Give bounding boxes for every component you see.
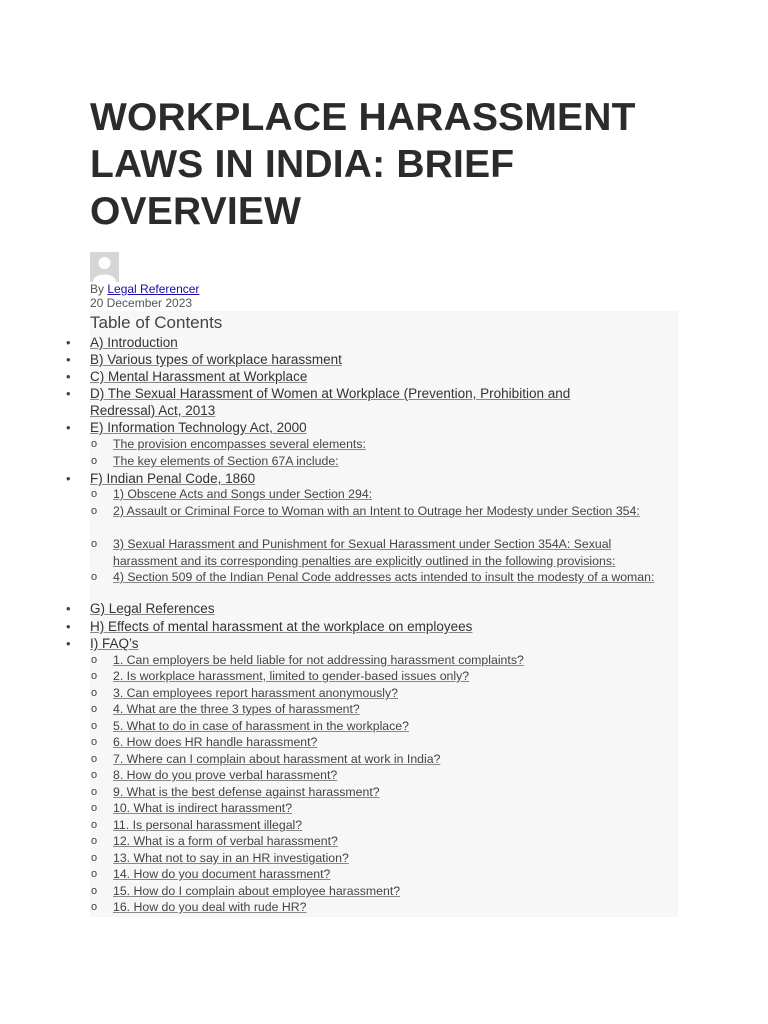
- publish-date: 20 December 2023: [90, 296, 193, 310]
- byline: [90, 282, 199, 296]
- by-label: By: [90, 282, 105, 296]
- toc-link[interactable]: The key elements of Section 67A include:: [113, 454, 339, 468]
- toc-link[interactable]: H) Effects of mental harassment at the workplace on employees: [90, 619, 473, 634]
- toc-link[interactable]: 13. What not to say in an HR investigation?: [113, 851, 349, 865]
- circle-bullet-icon: o: [91, 769, 98, 781]
- bullet-icon: •: [66, 601, 71, 616]
- circle-bullet-icon: o: [91, 835, 98, 847]
- circle-bullet-icon: o: [91, 571, 98, 583]
- toc-link[interactable]: 1. Can employers be held liable for not addressing harassment complaints?: [113, 653, 524, 667]
- toc-link[interactable]: 15. How do I complain about employee harassment?: [113, 884, 401, 898]
- circle-bullet-icon: o: [91, 438, 98, 450]
- bullet-icon: •: [66, 352, 71, 367]
- toc-link[interactable]: 5. What to do in case of harassment in the workplace?: [113, 719, 409, 733]
- bullet-icon: •: [66, 386, 71, 401]
- bullet-icon: •: [66, 420, 71, 435]
- author-avatar: [90, 252, 119, 282]
- circle-bullet-icon: o: [91, 736, 98, 748]
- toc-link[interactable]: 16. How do you deal with rude HR?: [113, 900, 307, 914]
- circle-bullet-icon: o: [91, 505, 98, 517]
- toc-link[interactable]: 1) Obscene Acts and Songs under Section 294:: [113, 487, 373, 501]
- toc-link[interactable]: B) Various types of workplace harassment: [90, 352, 342, 367]
- circle-bullet-icon: o: [91, 901, 98, 913]
- bullet-icon: •: [66, 636, 71, 651]
- circle-bullet-icon: o: [91, 868, 98, 880]
- circle-bullet-icon: o: [91, 687, 98, 699]
- circle-bullet-icon: o: [91, 753, 98, 765]
- toc-link[interactable]: G) Legal References: [90, 601, 215, 616]
- user-silhouette-icon: [90, 252, 119, 282]
- author-link[interactable]: Legal Referencer: [107, 282, 200, 296]
- toc-link[interactable]: 2. Is workplace harassment, limited to gender-based issues only?: [113, 669, 470, 683]
- bullet-icon: •: [66, 369, 71, 384]
- toc-link[interactable]: 8. How do you prove verbal harassment?: [113, 768, 338, 782]
- circle-bullet-icon: o: [91, 670, 98, 682]
- circle-bullet-icon: o: [91, 488, 98, 500]
- toc-link[interactable]: 10. What is indirect harassment?: [113, 801, 293, 815]
- toc-link[interactable]: 4. What are the three 3 types of harassment?: [113, 702, 360, 716]
- circle-bullet-icon: o: [91, 852, 98, 864]
- toc-link[interactable]: I) FAQ’s: [90, 636, 139, 651]
- circle-bullet-icon: o: [91, 538, 98, 550]
- toc-link[interactable]: 6. How does HR handle harassment?: [113, 735, 318, 749]
- circle-bullet-icon: o: [91, 703, 98, 715]
- bullet-icon: •: [66, 335, 71, 350]
- circle-bullet-icon: o: [91, 802, 98, 814]
- toc-link[interactable]: 14. How do you document harassment?: [113, 867, 331, 881]
- toc-link[interactable]: 3) Sexual Harassment and Punishment for Sexual Harassment under Section 354A: Sexual harassment and its corresponding penalties are explicitly outlined in the following provisions:: [113, 537, 616, 568]
- toc-link[interactable]: The provision encompasses several elements:: [113, 437, 366, 451]
- toc-link[interactable]: 11. Is personal harassment illegal?: [113, 818, 303, 832]
- circle-bullet-icon: o: [91, 819, 98, 831]
- toc-link[interactable]: 2) Assault or Criminal Force to Woman with an Intent to Outrage her Modesty under Section 354:: [113, 504, 640, 518]
- circle-bullet-icon: o: [91, 786, 98, 798]
- toc-link[interactable]: 12. What is a form of verbal harassment?: [113, 834, 338, 848]
- toc-link[interactable]: D) The Sexual Harassment of Women at Workplace (Prevention, Prohibition and Redressal) Act, 2013: [90, 386, 571, 418]
- circle-bullet-icon: o: [91, 885, 98, 897]
- circle-bullet-icon: o: [91, 455, 98, 467]
- toc-link[interactable]: C) Mental Harassment at Workplace: [90, 369, 308, 384]
- circle-bullet-icon: o: [91, 720, 98, 732]
- toc-link[interactable]: F) Indian Penal Code, 1860: [90, 471, 256, 486]
- toc-link[interactable]: 7. Where can I complain about harassment at work in India?: [113, 752, 441, 766]
- bullet-icon: •: [66, 471, 71, 486]
- toc-heading: Table of Contents: [90, 313, 223, 332]
- bullet-icon: •: [66, 619, 71, 634]
- toc-link[interactable]: 3. Can employees report harassment anonymously?: [113, 686, 399, 700]
- circle-bullet-icon: o: [91, 654, 98, 666]
- toc-link[interactable]: E) Information Technology Act, 2000: [90, 420, 307, 435]
- toc-link[interactable]: 9. What is the best defense against harassment?: [113, 785, 380, 799]
- toc-link[interactable]: A) Introduction: [90, 335, 178, 350]
- article-title: WORKPLACE HARASSMENT LAWS IN INDIA: BRIEF OVERVIEW: [90, 96, 636, 233]
- toc-link[interactable]: 4) Section 509 of the Indian Penal Code addresses acts intended to insult the modesty of a woman:: [113, 570, 655, 584]
